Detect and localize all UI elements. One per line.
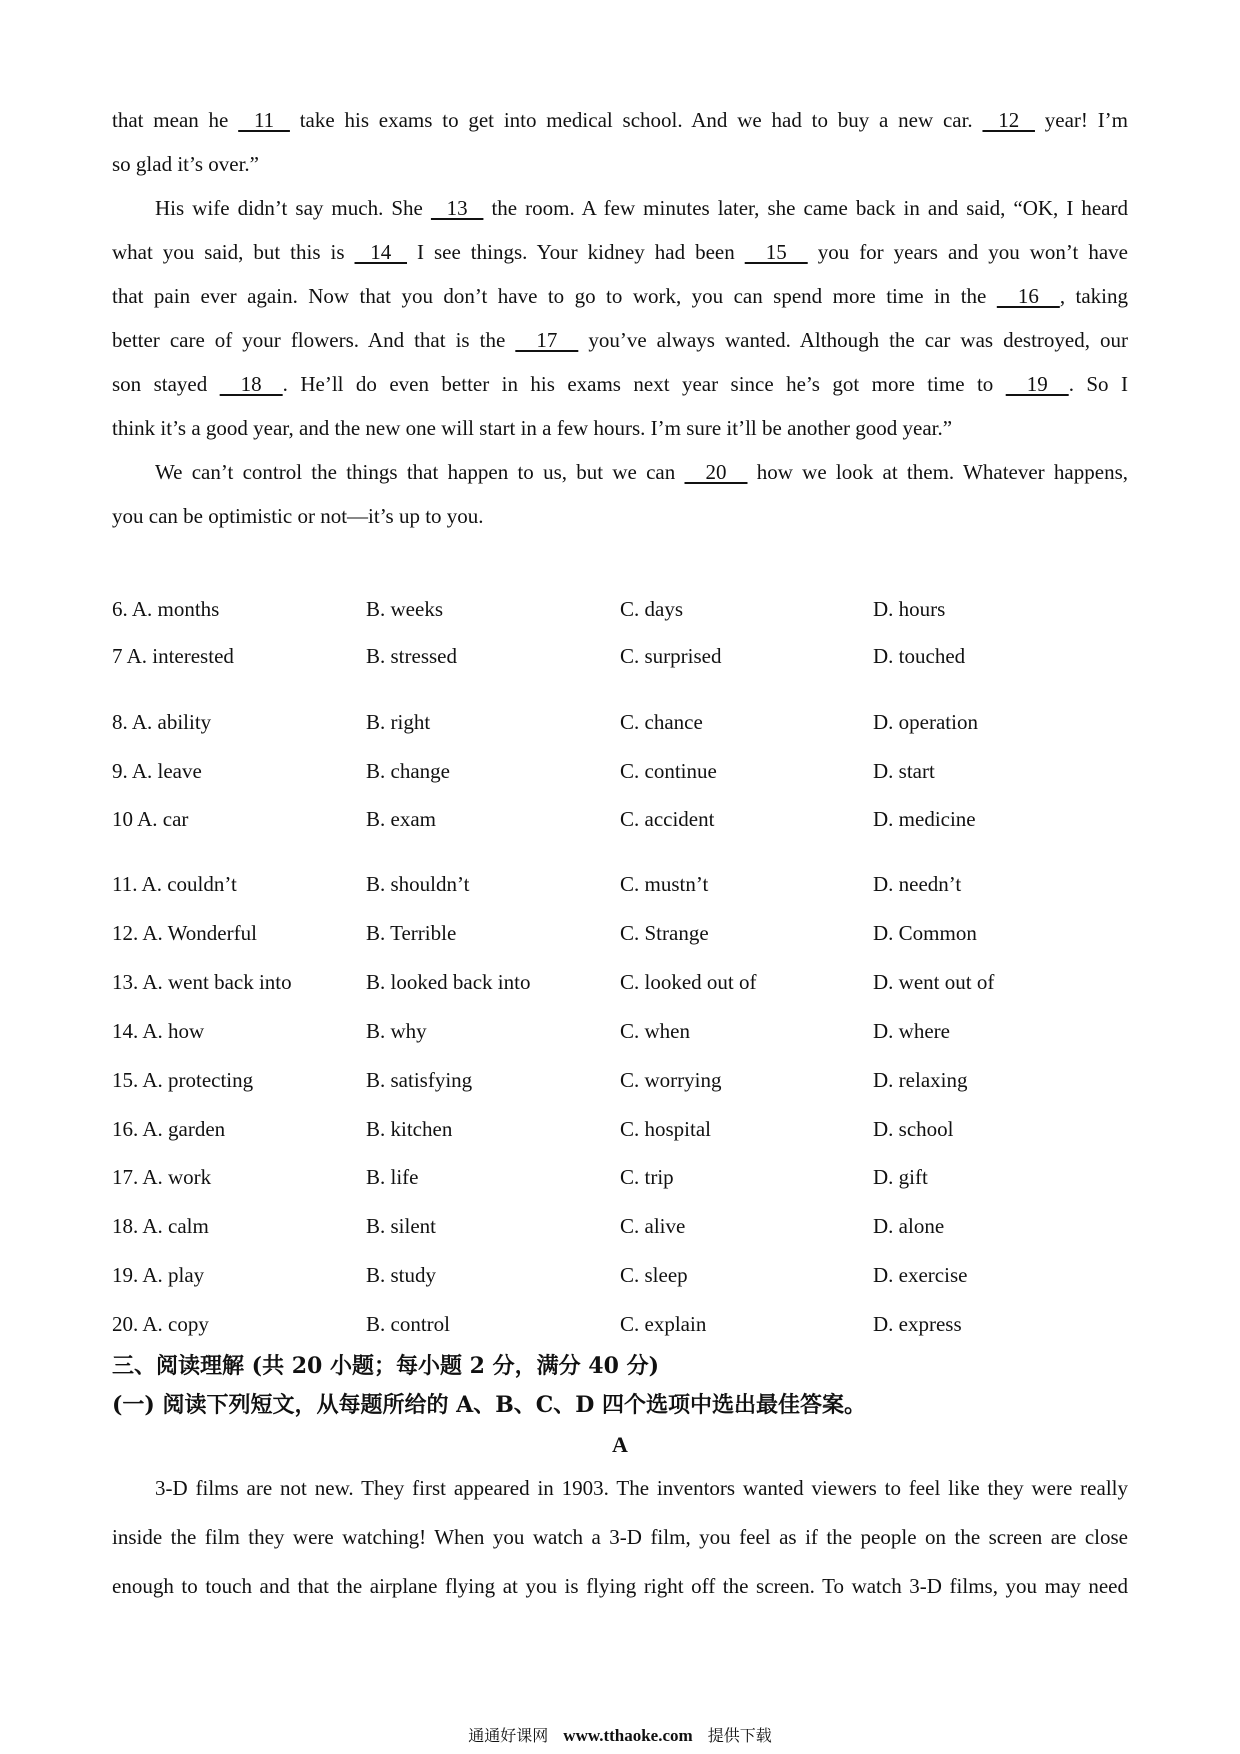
text: take his exams to get into medical school. And we had to buy a new car. — [289, 108, 983, 132]
option-d: D. start — [873, 759, 935, 783]
option-d: D. school — [873, 1117, 954, 1141]
option-b: B. why — [366, 1019, 427, 1043]
option-c: C. trip — [620, 1165, 674, 1189]
blank-12: 12 — [982, 108, 1035, 132]
text: , taking — [1059, 284, 1128, 308]
option-c: C. looked out of — [620, 970, 757, 994]
option-d: D. hours — [873, 597, 946, 621]
blank-16: 16 — [996, 284, 1060, 308]
option-a: 12. A. Wonderful — [112, 921, 257, 945]
text: that mean he — [112, 108, 239, 132]
option-d: D. went out of — [873, 970, 995, 994]
option-a: 15. A. protecting — [112, 1068, 254, 1092]
option-row-17 — [112, 1163, 1128, 1191]
option-row-7 — [112, 642, 1128, 670]
blank-19: 19 — [1005, 372, 1069, 396]
option-c: C. accident — [620, 807, 715, 831]
option-b: B. study — [366, 1263, 437, 1287]
reading-line-1: 3-D films are not new. They first appeared in 1903. The inventors wanted viewers to feel like they were really — [155, 1476, 1128, 1500]
option-d: D. operation — [873, 710, 978, 734]
text: you for years and you won’t have — [807, 240, 1128, 264]
option-c: C. surprised — [620, 644, 722, 668]
option-row-19 — [112, 1261, 1128, 1289]
option-a: 16. A. garden — [112, 1117, 226, 1141]
blank-20: 20 — [684, 460, 748, 484]
passage-line-7 — [112, 370, 1128, 398]
option-row-9 — [112, 757, 1128, 785]
option-a: 19. A. play — [112, 1263, 205, 1287]
option-a: 18. A. calm — [112, 1214, 209, 1238]
text: better care of your flowers. And that is the — [112, 328, 516, 352]
option-a: 11. A. couldn’t — [112, 872, 237, 896]
option-d: D. where — [873, 1019, 950, 1043]
text: you can be optimistic or not—it’s up to you. — [112, 504, 484, 528]
option-b: B. control — [366, 1312, 450, 1336]
option-b: B. weeks — [366, 597, 443, 621]
blank-15: 15 — [744, 240, 808, 264]
option-d: D. medicine — [873, 807, 976, 831]
option-row-10 — [112, 805, 1128, 833]
option-c: C. days — [620, 597, 683, 621]
option-b: B. shouldn’t — [366, 872, 470, 896]
option-a: 17. A. work — [112, 1165, 212, 1189]
passage-letter: A — [612, 1432, 628, 1457]
option-b: B. change — [366, 759, 450, 783]
option-a: 9. A. leave — [112, 759, 202, 783]
option-a: 20. A. copy — [112, 1312, 209, 1336]
option-row-6 — [112, 595, 1128, 623]
passage-line-9 — [155, 458, 1128, 486]
option-b: B. silent — [366, 1214, 437, 1238]
option-c: C. continue — [620, 759, 717, 783]
option-d: D. express — [873, 1312, 962, 1336]
option-d: D. exercise — [873, 1263, 968, 1287]
passage-line-6 — [112, 326, 1128, 354]
option-b: B. kitchen — [366, 1117, 453, 1141]
option-b: B. satisfying — [366, 1068, 473, 1092]
option-d: D. alone — [873, 1214, 945, 1238]
passage-line-8 — [112, 414, 1128, 442]
blank-18: 18 — [219, 372, 283, 396]
option-b: B. life — [366, 1165, 419, 1189]
option-a: 14. A. how — [112, 1019, 205, 1043]
text: what you said, but this is — [112, 240, 355, 264]
text: you’ve always wanted. Although the car was destroyed, our — [578, 328, 1129, 352]
option-c: C. mustn’t — [620, 872, 709, 896]
option-row-11 — [112, 870, 1128, 898]
option-row-15 — [112, 1066, 1128, 1094]
text: the room. A few minutes later, she came back in and said, “OK, I heard — [483, 196, 1129, 220]
option-a: 7 A. interested — [112, 644, 234, 668]
blank-11: 11 — [238, 108, 290, 132]
passage-line-2 — [112, 150, 1128, 178]
section-subtitle: (一) 阅读下列短文，从每题所给的 A、B、C、D 四个选项中选出最佳答案。 — [112, 1392, 867, 1418]
passage-line-10 — [112, 502, 1128, 530]
option-a: 10 A. car — [112, 807, 189, 831]
passage-line-5 — [112, 282, 1128, 310]
option-row-18 — [112, 1212, 1128, 1240]
section-title: 三、阅读理解 (共 20 小题；每小题 2 分，满分 40 分) — [112, 1353, 659, 1379]
option-row-16 — [112, 1115, 1128, 1143]
option-c: C. Strange — [620, 921, 709, 945]
option-row-20 — [112, 1310, 1128, 1338]
option-c: C. explain — [620, 1312, 707, 1336]
option-b: B. Terrible — [366, 921, 457, 945]
option-d: D. relaxing — [873, 1068, 968, 1092]
option-d: D. gift — [873, 1165, 928, 1189]
option-b: B. stressed — [366, 644, 457, 668]
footer-url[interactable]: www.tthaoke.com — [563, 1726, 693, 1745]
text: His wife didn’t say much. She — [155, 196, 431, 220]
passage-line-3 — [155, 194, 1128, 222]
option-c: C. sleep — [620, 1263, 688, 1287]
option-b: B. looked back into — [366, 970, 531, 994]
blank-14: 14 — [354, 240, 408, 264]
text: think it’s a good year, and the new one will start in a few hours. I’m sure it’ll be another good year.” — [112, 416, 953, 440]
passage-line-1 — [112, 106, 1128, 134]
text: . He’ll do even better in his exams next year since he’s got more time to — [282, 372, 1006, 396]
passage-line-4 — [112, 238, 1128, 266]
blank-13: 13 — [430, 196, 484, 220]
text: how we look at them. Whatever happens, — [747, 460, 1128, 484]
reading-line-3: enough to touch and that the airplane flying at you is flying right off the screen. To watch 3-D films, you may need — [112, 1574, 1128, 1598]
option-d: D. needn’t — [873, 872, 962, 896]
footer-site-name: 通通好课网 — [468, 1726, 549, 1745]
option-a: 6. A. months — [112, 597, 220, 621]
option-c: C. hospital — [620, 1117, 712, 1141]
text: son stayed — [112, 372, 220, 396]
option-row-13 — [112, 968, 1128, 996]
text: year! I’m — [1034, 108, 1129, 132]
text: I see things. Your kidney had been — [407, 240, 745, 264]
option-b: B. right — [366, 710, 431, 734]
text: so glad it’s over.” — [112, 152, 259, 176]
footer-note: 提供下载 — [707, 1726, 772, 1745]
text: We can’t control the things that happen to us, but we can — [155, 460, 685, 484]
option-c: C. chance — [620, 710, 703, 734]
option-c: C. alive — [620, 1214, 686, 1238]
option-a: 13. A. went back into — [112, 970, 292, 994]
option-c: C. when — [620, 1019, 690, 1043]
text: . So I — [1068, 372, 1128, 396]
option-d: D. Common — [873, 921, 977, 945]
blank-17: 17 — [515, 328, 579, 352]
option-row-14 — [112, 1017, 1128, 1045]
option-c: C. worrying — [620, 1068, 722, 1092]
reading-line-2: inside the film they were watching! When you watch a 3-D film, you feel as if the people on the screen are close — [112, 1525, 1128, 1549]
text: that pain ever again. Now that you don’t have to go to work, you can spend more time in the — [112, 284, 997, 308]
page-footer — [0, 1725, 1240, 1747]
option-b: B. exam — [366, 807, 436, 831]
option-row-8 — [112, 708, 1128, 736]
option-d: D. touched — [873, 644, 966, 668]
option-a: 8. A. ability — [112, 710, 212, 734]
option-row-12 — [112, 919, 1128, 947]
